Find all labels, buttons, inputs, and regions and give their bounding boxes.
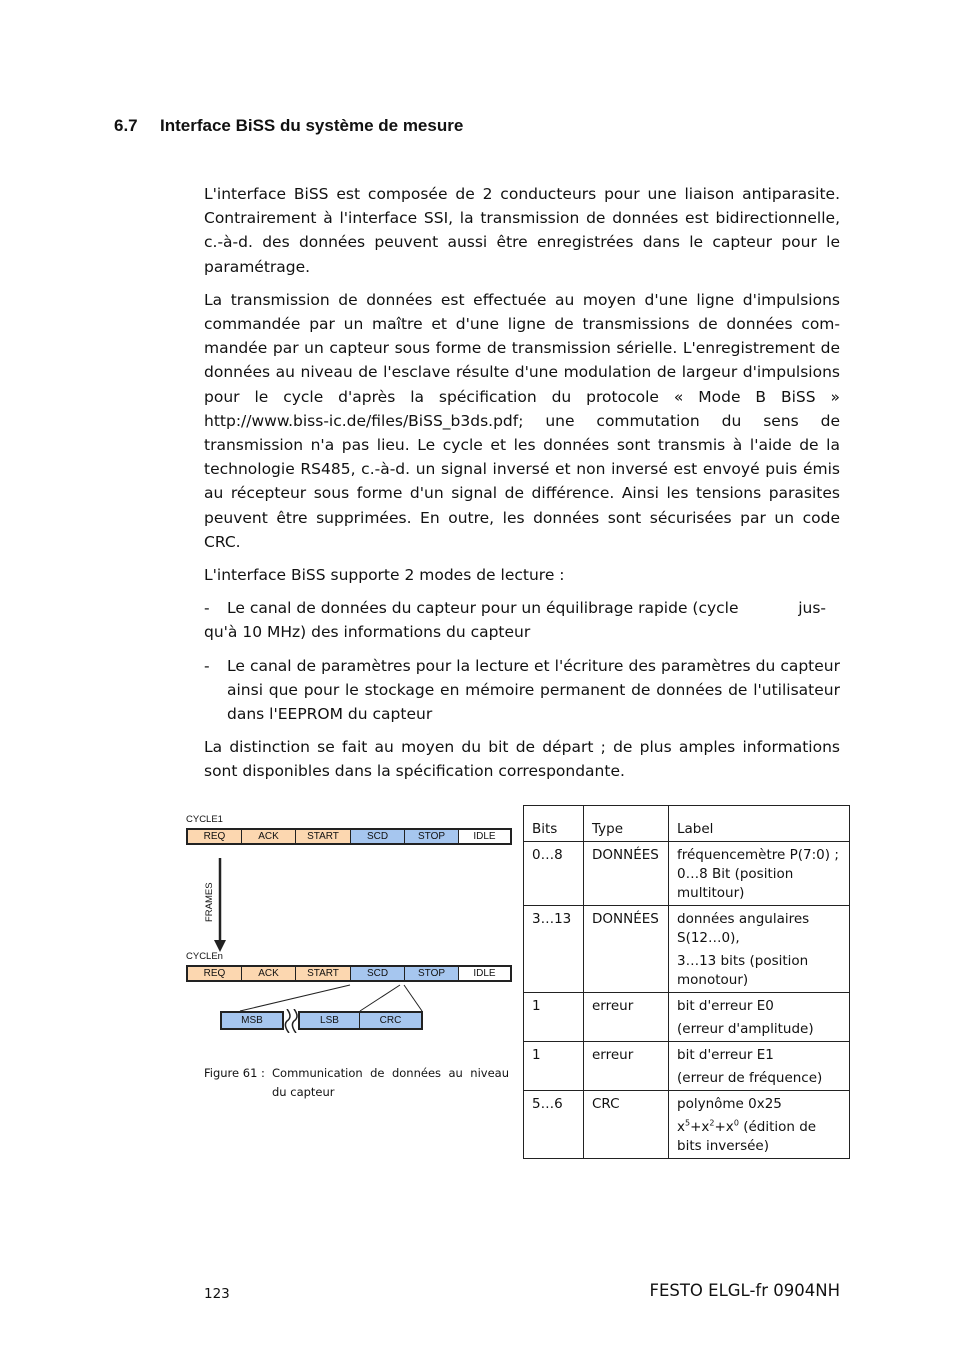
cell-label <box>669 906 850 993</box>
frame-cell-start: START <box>296 830 351 843</box>
cell-bits: 1 <box>524 993 584 1042</box>
header-bits: Bits <box>524 806 584 842</box>
cell-label <box>669 1042 850 1091</box>
msb-box <box>220 1011 284 1030</box>
frames-label: FRAMES <box>204 882 215 922</box>
cyclen-frame <box>186 965 512 982</box>
document-id: FESTO ELGL-fr 0904NH <box>649 1281 840 1300</box>
list-item-1-text-a: Le canal de données du capteur pour un équilibrage rapide (cycle <box>227 599 739 618</box>
paragraph-1: L'interface BiSS est composée de 2 conducteurs pour une liaison antiparasite. Contrairement à l'interface SSI, la transmission de données est bidirectionnelle, c.-à-d. des données peuvent aussi être enregistrées dans le capteur pour le paramétrage. <box>204 185 840 276</box>
frame-cell-stop: STOP <box>405 830 459 843</box>
frame-cell-idle: IDLE <box>459 967 510 980</box>
frame-cell-start: START <box>296 967 351 980</box>
cell-label <box>669 993 850 1042</box>
cell-label-line1: bit d'erreur E0 <box>677 998 774 1014</box>
bits-table <box>523 805 850 1159</box>
table-row <box>524 1042 850 1091</box>
lsb-crc-box <box>298 1011 423 1030</box>
closing-paragraph: La distinction se fait au moyen du bit de départ ; de plus amples informations sont disponibles dans la spécification correspondante. <box>204 738 840 781</box>
polynomial-formula: $x^5+x^2+x^0$ (édition de bits inversée) <box>677 1118 817 1154</box>
cell-label-line2: (erreur de fréquence) <box>677 1070 823 1086</box>
frame-cell-ack: ACK <box>242 967 296 980</box>
cell-bits: 3…13 <box>524 906 584 993</box>
table-row <box>524 906 850 993</box>
sub-cell-msb: MSB <box>222 1013 282 1028</box>
cycle1-label: CYCLE1 <box>186 814 223 825</box>
cell-label: fréquencemètre P(7:0) ; 0…8 Bit (position multitour) <box>669 842 850 906</box>
section-heading <box>114 116 463 136</box>
cell-bits: 5…6 <box>524 1091 584 1159</box>
figure-caption-label: Figure 61 : <box>204 1066 265 1080</box>
header-type: Type <box>584 806 669 842</box>
table-row <box>524 993 850 1042</box>
list-dash: - <box>204 599 210 618</box>
frame-cell-ack: ACK <box>242 830 296 843</box>
section-title: Interface BiSS du système de mesure <box>160 116 464 135</box>
list-dash: - <box>204 656 210 675</box>
list-item-1 <box>204 596 840 644</box>
figure-caption-text: Communication de données au niveau du capteur <box>272 1066 509 1099</box>
page-number: 123 <box>204 1286 230 1302</box>
table-row <box>524 1091 850 1159</box>
cell-label-line1: données angulaires S(12…0), <box>677 911 810 946</box>
header-label: Label <box>669 806 850 842</box>
list-item-1-text-c: qu'à 10 MHz) des informations du capteur <box>204 623 531 642</box>
frame-cell-scd: SCD <box>351 830 405 843</box>
table-header-row <box>524 806 850 842</box>
frame-cell-req: REQ <box>188 967 242 980</box>
frame-cell-stop: STOP <box>405 967 459 980</box>
frame-cell-idle: IDLE <box>459 830 510 843</box>
cell-bits: 1 <box>524 1042 584 1091</box>
frame-cell-scd: SCD <box>351 967 405 980</box>
figure-caption <box>204 1064 509 1102</box>
table-row <box>524 842 850 906</box>
cyclen-label: CYCLEn <box>186 951 223 962</box>
biss-frame-diagram <box>180 810 520 1050</box>
list-item-2 <box>204 654 840 727</box>
body-text <box>204 182 840 793</box>
cell-type: erreur <box>584 1042 669 1091</box>
cell-label-line2: (erreur d'amplitude) <box>677 1021 814 1037</box>
cell-label-line2: 3…13 bits (position monotour) <box>677 953 809 988</box>
cell-type: CRC <box>584 1091 669 1159</box>
section-number: 6.7 <box>114 116 138 135</box>
sub-cell-crc: CRC <box>360 1013 421 1028</box>
frame-cell-req: REQ <box>188 830 242 843</box>
paragraph-2: La transmission de données est effectuée au moyen d'une ligne d'impulsions commandée par un maître et d'une ligne de transmissions de données commandée par un capteur sous forme de transmission sérielle. L'enregistrement de données au niveau de l'esclave résulte d'une modulation de largeur d'impulsions pour le cycle d'après la spécification du protocole « Mode B BiSS » http://www.biss-ic.de/files/BiSS_b3ds.pdf; une commutation du sens de transmission n'a pas lieu. Le cycle et les données sont transmis à l'aide de la technologie RS485, c.-à-d. un signal inversé et non inversé est envoyé puis émis au récepteur sous forme d'un signal de différence. Ainsi les tensions parasites peuvent être supprimées. En outre, les données sont sécurisées par un code CRC. <box>204 290 840 551</box>
list-item-1-text-b: jus- <box>798 599 826 618</box>
sub-cell-lsb: LSB <box>300 1013 360 1028</box>
cell-label-line1: bit d'erreur E1 <box>677 1047 774 1063</box>
cell-type: erreur <box>584 993 669 1042</box>
cell-type: DONNÉES <box>584 906 669 993</box>
cell-bits: 0…8 <box>524 842 584 906</box>
cell-type: DONNÉES <box>584 842 669 906</box>
cell-label-line1: polynôme 0x25 <box>677 1096 782 1112</box>
cell-label <box>669 1091 850 1159</box>
paragraph-3: L'interface BiSS supporte 2 modes de lecture : <box>204 566 565 585</box>
list-item-2-text: Le canal de paramètres pour la lecture et l'écriture des paramètres du capteur ainsi que pour le stockage en mémoire permanent de données de l'utilisateur dans l'EEPROM du capteur <box>227 656 840 724</box>
break-icon <box>284 1009 298 1033</box>
